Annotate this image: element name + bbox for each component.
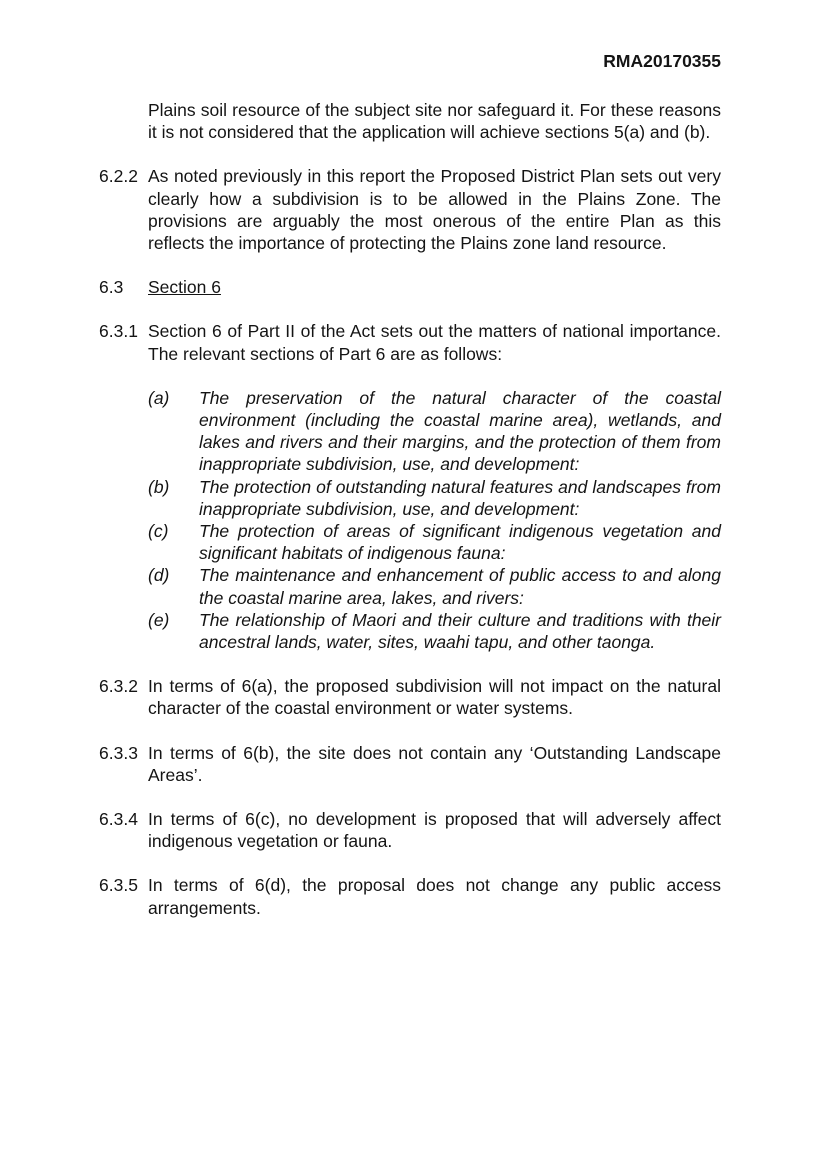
list-item (148, 564, 721, 608)
paragraph-text: Plains soil resource of the subject site nor safeguard it. For these reasons it is not considered that the application will achieve sections 5(a) and (b). (148, 100, 721, 143)
paragraph-number: 6.3.2 (99, 676, 138, 697)
section-number: 6.3 (99, 277, 124, 298)
paragraph-number: 6.3.3 (99, 742, 138, 763)
paragraph-6-3-3 (99, 742, 721, 786)
section-heading-6-3 (99, 276, 721, 298)
paragraph-number: 6.3.5 (99, 875, 138, 896)
paragraph-number: 6.2.2 (99, 166, 138, 187)
list-item-label: (a) (148, 387, 170, 408)
section-title: Section 6 (148, 277, 221, 298)
paragraph-6-3-4 (99, 808, 721, 852)
list-item (148, 609, 721, 653)
paragraph-text: In terms of 6(c), no development is proposed that will adversely affect indigenous vegetation or fauna. (148, 809, 721, 852)
list-item-text: The protection of outstanding natural features and landscapes from inappropriate subdivision, use, and development: (199, 476, 721, 519)
paragraph-6-3-2 (99, 675, 721, 719)
document-body (99, 99, 721, 941)
paragraph-6-2-2 (99, 165, 721, 254)
paragraph-text: In terms of 6(d), the proposal does not change any public access arrangements. (148, 875, 721, 918)
list-item (148, 387, 721, 476)
paragraph-text: Section 6 of Part II of the Act sets out the matters of national importance. The relevant sections of Part 6 are as follows: (148, 321, 721, 364)
list-item-text: The maintenance and enhancement of public access to and along the coastal marine area, lakes, and rivers: (199, 565, 721, 608)
paragraph-text: In terms of 6(b), the site does not contain any ‘Outstanding Landscape Areas’. (148, 742, 721, 785)
paragraph-6-3-5 (99, 874, 721, 918)
matters-list (148, 387, 721, 653)
paragraph-text: In terms of 6(a), the proposed subdivision will not impact on the natural character of the coastal environment or water systems. (148, 676, 721, 719)
paragraph-continuation (99, 99, 721, 143)
paragraph-6-3-1 (99, 320, 721, 364)
list-item-label: (c) (148, 521, 169, 542)
paragraph-text: As noted previously in this report the Proposed District Plan sets out very clearly how a subdivision is to be allowed in the Plains Zone. The provisions are arguably the most onerous of the entire Plan as this reflects the importance of protecting the Plains zone land resource. (148, 166, 721, 254)
list-item-label: (e) (148, 609, 170, 630)
list-item (148, 476, 721, 520)
list-item-label: (b) (148, 476, 170, 497)
document-reference: RMA20170355 (603, 51, 721, 71)
list-item-text: The relationship of Maori and their culture and traditions with their ancestral lands, water, sites, waahi tapu, and other taonga. (199, 609, 721, 653)
paragraph-number: 6.3.1 (99, 321, 138, 342)
list-item-text: The preservation of the natural character of the coastal environment (including the coastal marine area), wetlands, and lakes and rivers and their margins, and the protection of them from inappropriate subdivision, use, and development: (199, 387, 721, 475)
paragraph-number: 6.3.4 (99, 809, 138, 830)
list-item-label: (d) (148, 565, 170, 586)
list-item (148, 520, 721, 564)
list-item-text: The protection of areas of significant indigenous vegetation and significant habitats of indigenous fauna: (199, 521, 721, 564)
